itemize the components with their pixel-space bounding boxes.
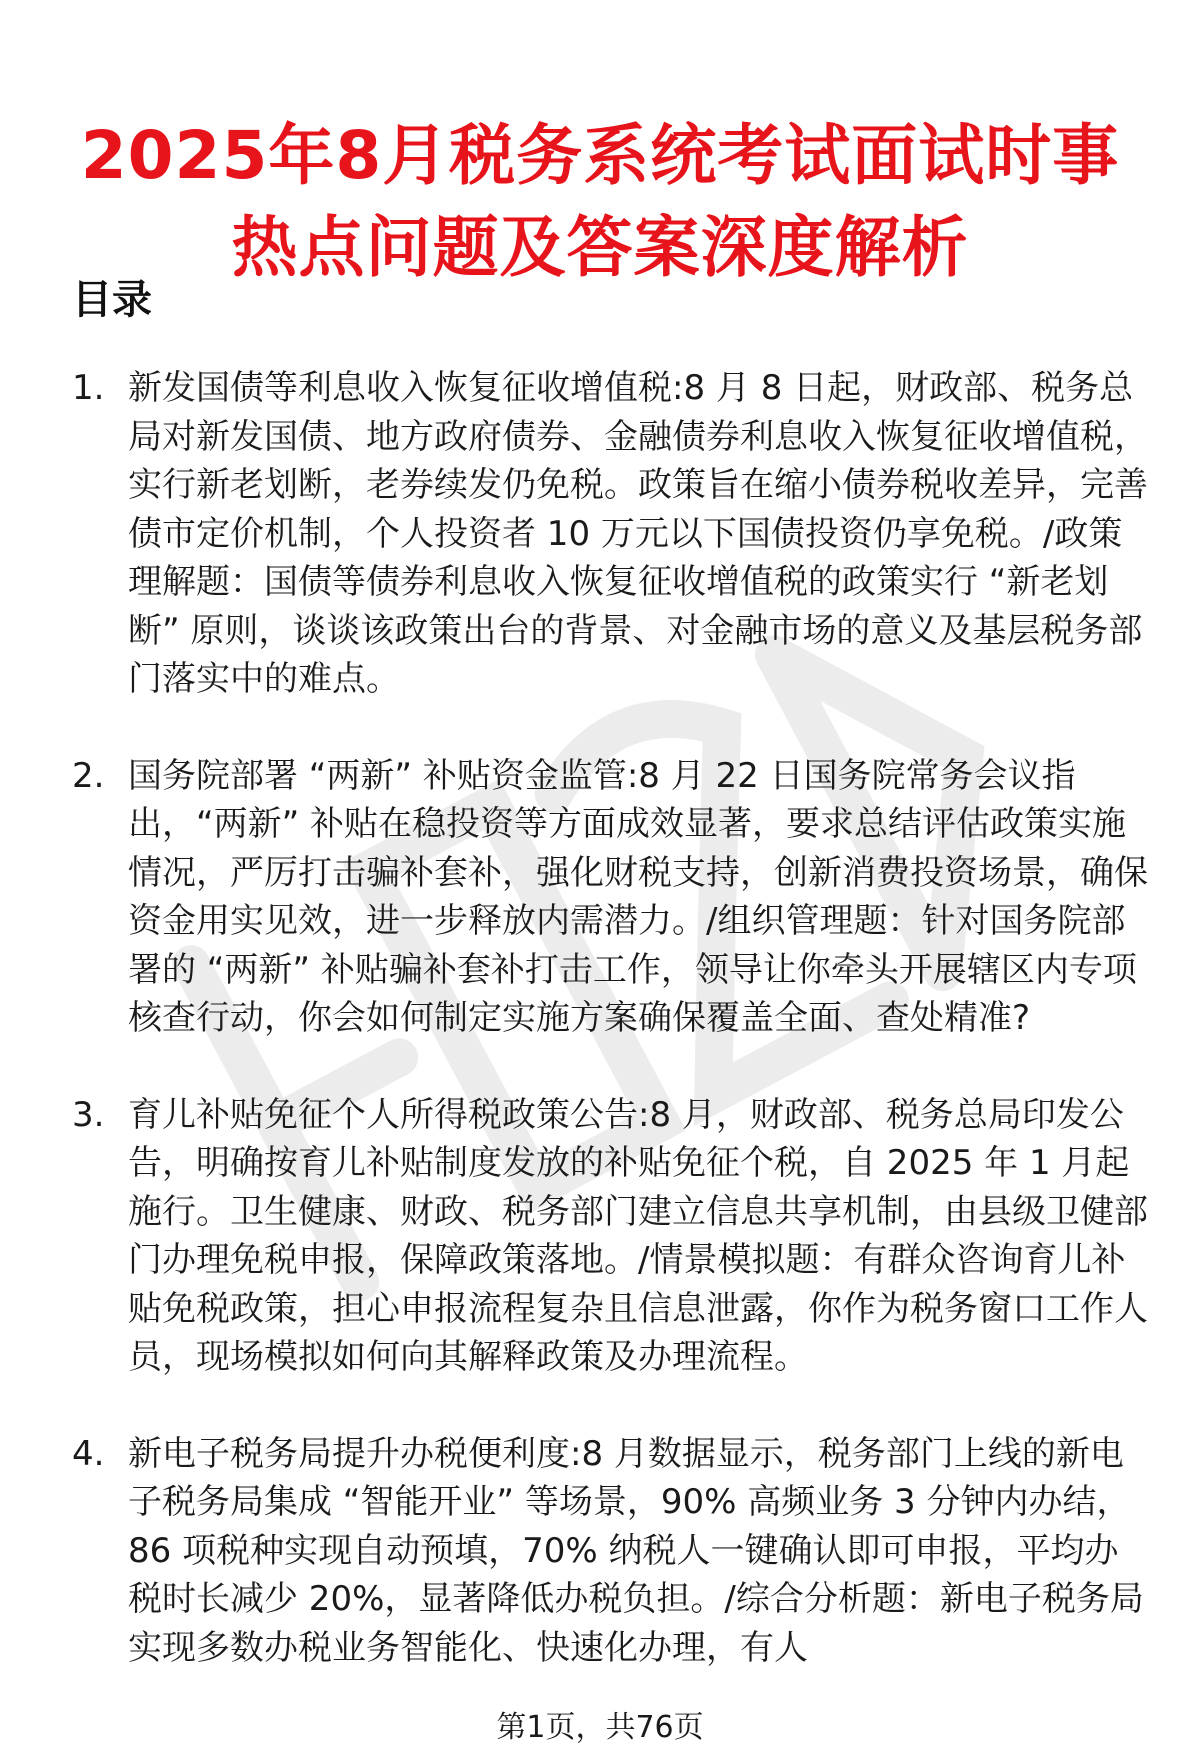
- toc-item-3: [72, 1091, 1152, 1382]
- toc-item-number: 1.: [72, 368, 105, 408]
- toc-item-number: 3.: [72, 1094, 105, 1135]
- toc-item-text: 新电子税务局提升办税便利度:8 月数据显示，税务部门上线的新电子税务局集成 “智能开业” 等场景，90% 高频业务 3 分钟内办结，86 项税种实现自动预填，70% 纳税人一键确认即可申报，平均办税时长减少 20%，显著降低办税负担。/综合分析题：新电子税务局实现多数办税业务智能化、快速化办理，有人: [128, 1433, 1144, 1668]
- toc-item-number: 2.: [72, 755, 105, 796]
- toc-item-4: [72, 1430, 1152, 1673]
- toc-item-number: 4.: [72, 1433, 105, 1474]
- toc-item-text: 育儿补贴免征个人所得税政策公告:8 月，财政部、税务总局印发公告，明确按育儿补贴制度发放的补贴免征个税，自 2025 年 1 月起施行。卫生健康、财政、税务部门建立信息共享机制，由县级卫健部门办理免税申报，保障政策落地。/情景模拟题：有群众咨询育儿补贴免税政策，担心申报流程复杂且信息泄露，你作为税务窗口工作人员，现场模拟如何向其解释政策及办理流程。: [128, 1094, 1148, 1377]
- toc-list: [72, 364, 1152, 1720]
- document-title: 2025年8月税务系统考试面试时事热点问题及答案深度解析: [80, 117, 1120, 287]
- toc-item-text: 国务院部署 “两新” 补贴资金监管:8 月 22 日国务院常务会议指出，“两新” 补贴在稳投资等方面成效显著，要求总结评估政策实施情况，严厉打击骗补套补，强化财税支持，创新消费投资场景，确保资金用实见效，进一步释放内需潜力。/组织管理题：针对国务院部署的 “两新” 补贴骗补套补打击工作，领导让你牵头开展辖区内专项核查行动，你会如何制定实施方案确保覆盖全面、查处精准?: [128, 755, 1148, 1038]
- toc-item-1: [72, 364, 1152, 704]
- toc-item-2: [72, 752, 1152, 1043]
- toc-heading: 目录: [72, 277, 152, 323]
- page-footer: 第1页，共76页: [496, 1710, 704, 1745]
- toc-item-text: 新发国债等利息收入恢复征收增值税:8 月 8 日起，财政部、税务总局对新发国债、地方政府债券、金融债券利息收入恢复征收增值税，实行新老划断，老券续发仍免税。政策旨在缩小债券税收差异，完善债市定价机制，个人投资者 10 万元以下国债投资仍享免税。/政策理解题：国债等债券利息收入恢复征收增值税的政策实行 “新老划断” 原则，谈谈该政策出台的背景、对金融市场的意义及基层税务部门落实中的难点。: [128, 368, 1148, 699]
